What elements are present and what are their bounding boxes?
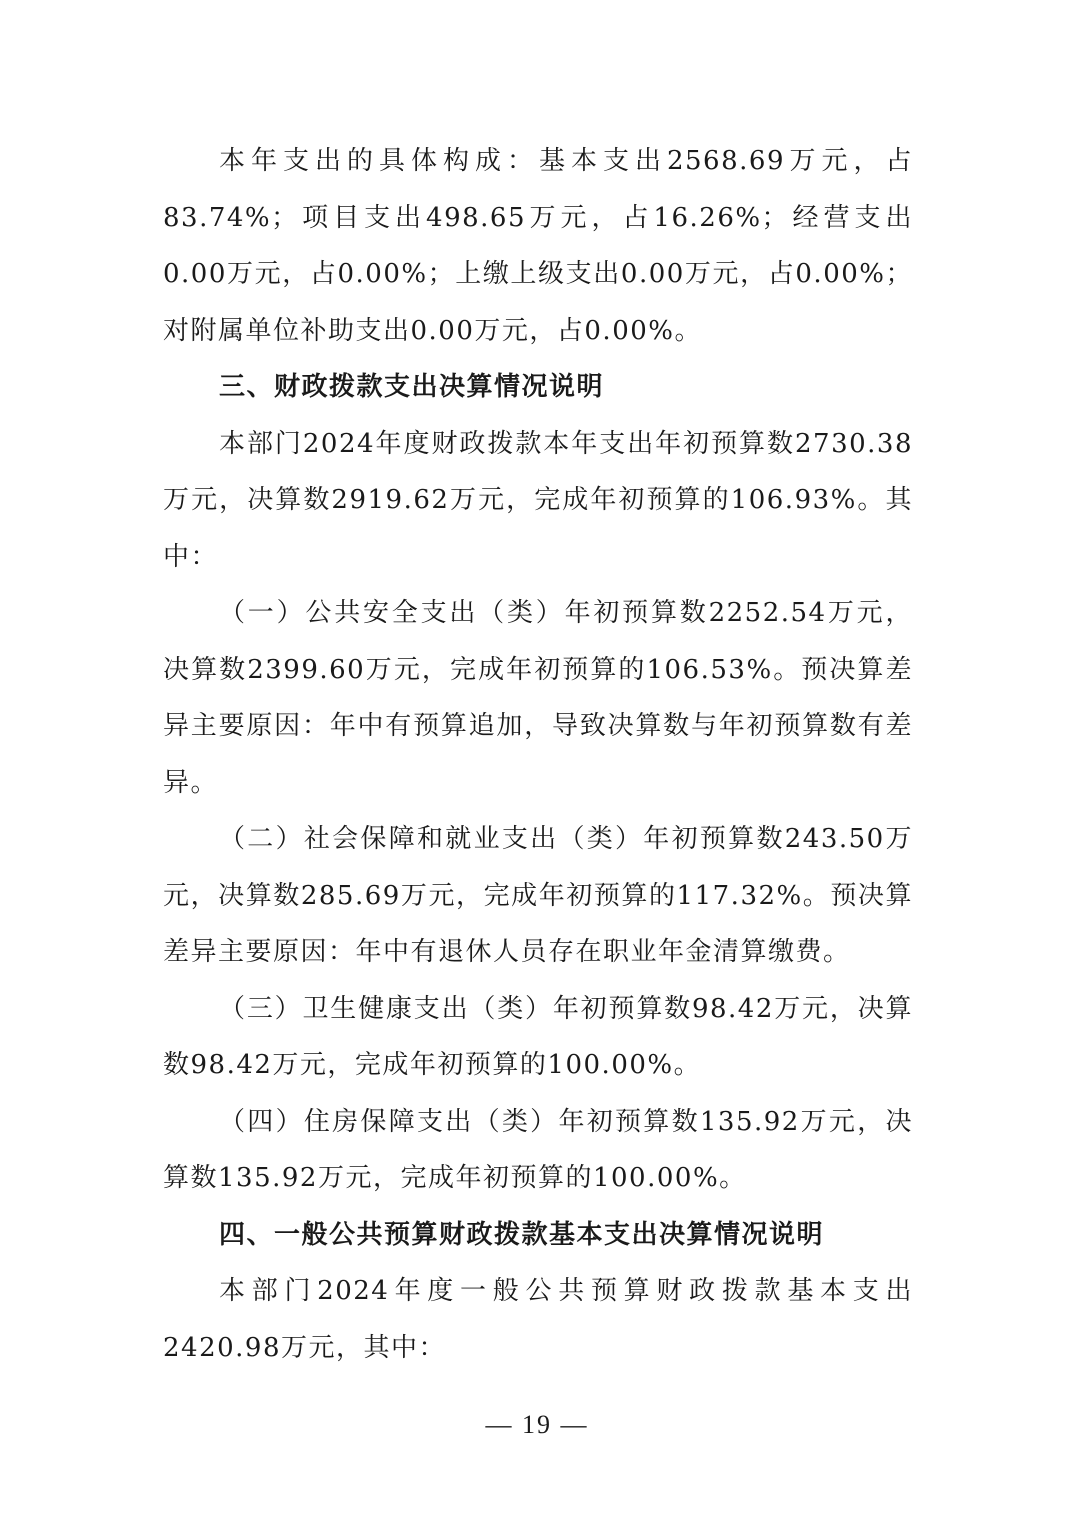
page-number: — 19 — bbox=[485, 1410, 589, 1439]
document-body bbox=[163, 133, 913, 1376]
paragraph-fiscal-overview: 本部门2024年度财政拨款本年支出年初预算数2730.38万元，决算数2919.62万元，完成年初预算的106.93%。其中： bbox=[163, 428, 913, 572]
paragraph-social-security: （二）社会保障和就业支出（类）年初预算数243.50万元，决算数285.69万元，完成年初预算的117.32%。预决算差异主要原因：年中有退休人员存在职业年金清算缴费。 bbox=[163, 824, 913, 967]
paragraph-basic-expenditure: 本部门2024年度一般公共预算财政拨款基本支出2420.98万元，其中： bbox=[163, 1276, 913, 1363]
paragraph-housing: （四）住房保障支出（类）年初预算数135.92万元，决算数135.92万元，完成年初预算的100.00%。 bbox=[163, 1106, 913, 1193]
section-heading-4: 四、一般公共预算财政拨款基本支出决算情况说明 bbox=[219, 1219, 825, 1250]
paragraph-health: （三）卫生健康支出（类）年初预算数98.42万元，决算数98.42万元，完成年初预算的100.00%。 bbox=[163, 993, 913, 1080]
paragraph-expenditure-composition: 本年支出的具体构成：基本支出2568.69万元，占83.74%；项目支出498.65万元，占16.26%；经营支出0.00万元，占0.00%；上缴上级支出0.00万元，占0.00%；对附属单位补助支出0.00万元，占0.00%。 bbox=[163, 146, 913, 346]
paragraph-public-security: （一）公共安全支出（类）年初预算数2252.54万元，决算数2399.60万元，完成年初预算的106.53%。预决算差异主要原因：年中有预算追加，导致决算数与年初预算数有差异。 bbox=[163, 598, 913, 798]
section-heading-3: 三、财政拨款支出决算情况说明 bbox=[219, 372, 605, 402]
